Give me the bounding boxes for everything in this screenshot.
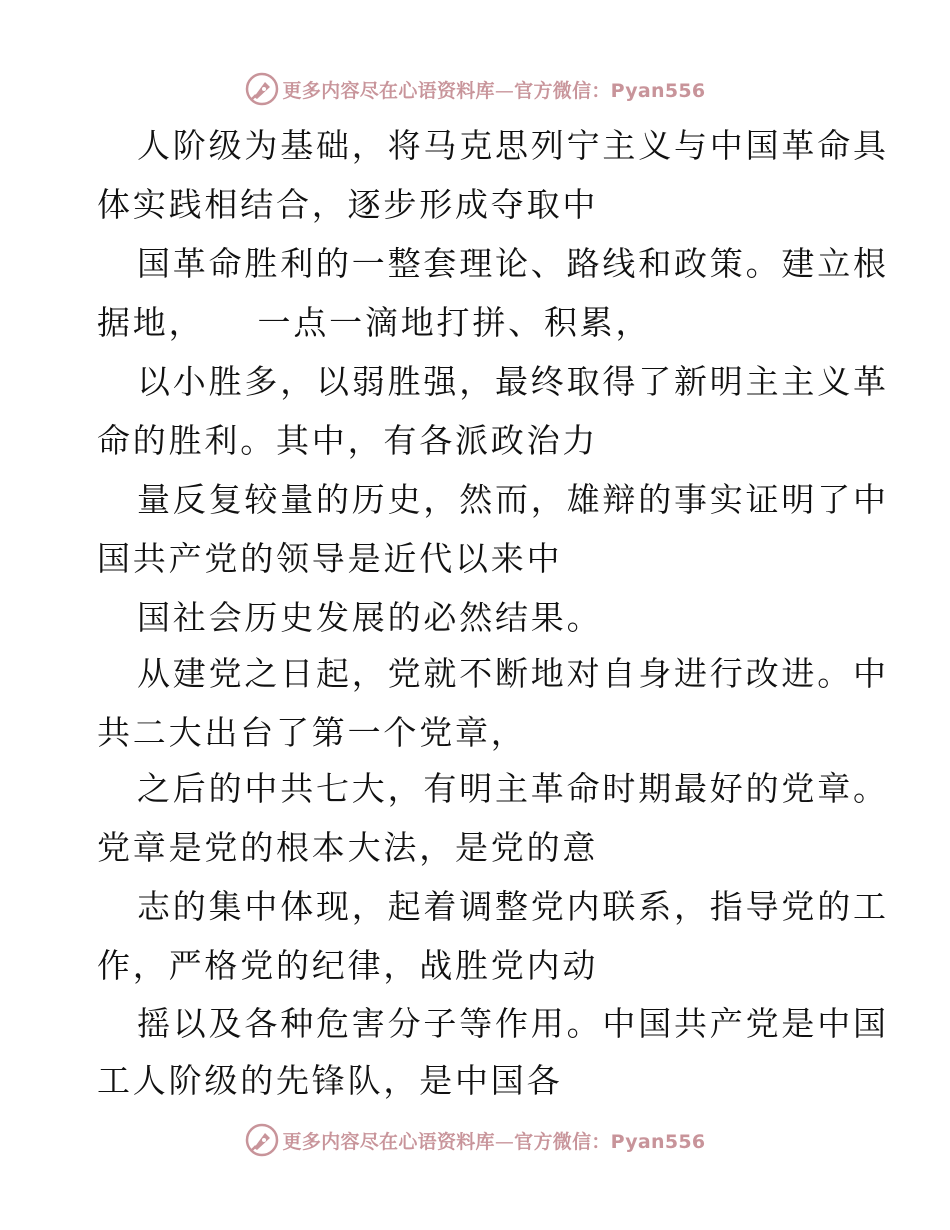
banner-text: 更多内容尽在心语资料库—官方微信：Pyan556 xyxy=(282,1130,706,1153)
text-line: 量反复较量的历史，然而，雄辩的事实证明了中 xyxy=(137,480,889,519)
text-line: 国社会历史发展的必然结果。 xyxy=(137,598,603,637)
text-line: 之后的中共七大，有明主革命时期最好的党章。 xyxy=(137,769,889,808)
text-line: 摇以及各种危害分子等作用。中国共产党是中国 xyxy=(137,1004,889,1043)
footer-banner xyxy=(0,1118,950,1162)
text-line: 命的胜利。其中，有各派政治力 xyxy=(97,421,599,460)
text-line: 从建党之日起，党就不断地对自身进行改进。中 xyxy=(137,654,889,693)
text-line: 志的集中体现，起着调整党内联系，指导党的工 xyxy=(137,887,889,926)
text-line: 作，严格党的纪律，战胜党内动 xyxy=(97,946,599,985)
text-line: 党章是党的根本大法，是党的意 xyxy=(97,828,599,867)
text-line: 国革命胜利的一整套理论、路线和政策。建立根 xyxy=(137,244,889,283)
text-line: 工人阶级的先锋队，是中国各 xyxy=(97,1061,563,1100)
banner-text: 更多内容尽在心语资料库—官方微信：Pyan556 xyxy=(282,79,706,102)
text-line: 据地， 一点一滴地打拼、积累， xyxy=(97,303,652,342)
text-line: 人阶级为基础，将马克思列宁主义与中国革命具 xyxy=(137,126,889,165)
text-line: 以小胜多，以弱胜强，最终取得了新明主主义革 xyxy=(137,362,889,401)
text-line: 体实践相结合，逐步形成夺取中 xyxy=(97,185,599,224)
text-line: 共二大出台了第一个党章， xyxy=(97,713,527,752)
pen-nib-logo-icon xyxy=(245,1123,279,1157)
text-line: 国共产党的领导是近代以来中 xyxy=(97,539,563,578)
